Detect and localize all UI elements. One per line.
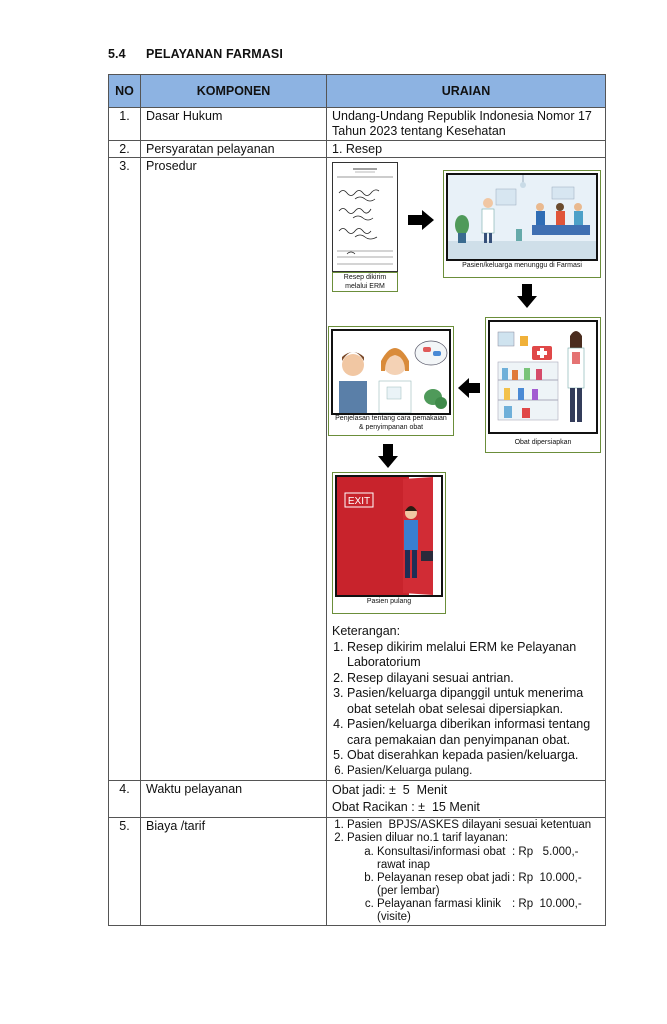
- consultation-icon: [333, 331, 451, 413]
- list-item: 5. Obat diserahkan kepada pasien/keluarga.: [347, 748, 600, 764]
- row-komponen: Waktu pelayanan: [141, 781, 327, 818]
- list-item: 1. Resep dikirim melalui ERM ke Pelayanan Laboratorium: [347, 640, 600, 671]
- row-no: 4.: [109, 781, 141, 818]
- fee-item: [377, 846, 600, 872]
- keterangan-block: [332, 624, 600, 779]
- waiting-room-icon: [448, 175, 598, 259]
- header-komponen: KOMPONEN: [141, 75, 327, 108]
- prosedur-cell: [327, 158, 606, 781]
- keterangan-title: Keterangan:: [332, 624, 401, 638]
- fee-name: b. Pelayanan resep obat jadi (per lembar): [377, 872, 510, 897]
- waktu-obat-racikan: Obat Racikan : ± 15 Menit: [332, 800, 480, 814]
- caption-penjelasan: Penjelasan tentang cara pemakaian & penyimpanan obat: [335, 415, 447, 431]
- row-komponen: Prosedur: [141, 158, 327, 781]
- list-item: 2. Resep dilayani sesuai antrian.: [347, 671, 600, 687]
- flow-card-penjelasan: [328, 326, 454, 436]
- flow-card-obat: [485, 317, 601, 453]
- row-komponen: Persyaratan pelayanan: [141, 141, 327, 158]
- fee-item: [377, 898, 600, 924]
- caption-obat: Obat dipersiapkan: [514, 439, 572, 446]
- exit-sign-text: EXIT: [347, 496, 371, 507]
- header-no: NO: [109, 75, 141, 108]
- row-uraian: 1. Resep: [327, 141, 606, 158]
- biaya-item-label: Pasien diluar no.1 tarif layanan:: [347, 832, 509, 844]
- row-komponen: Dasar Hukum: [141, 108, 327, 141]
- fee-list: [347, 846, 600, 924]
- table-header-row: [109, 75, 606, 108]
- table-row: [109, 158, 606, 781]
- exit-door-icon: [337, 477, 443, 595]
- fee-item: [377, 872, 600, 898]
- section-heading: [108, 47, 283, 61]
- header-uraian: URAIAN: [327, 75, 606, 108]
- caption-resep: Resep dikirim melalui ERM: [332, 272, 398, 292]
- keterangan-list: [332, 640, 600, 780]
- row-no: 3.: [109, 158, 141, 781]
- row-no: 5.: [109, 818, 141, 926]
- table-row: [109, 141, 606, 158]
- row-no: 1.: [109, 108, 141, 141]
- fee-price: : Rp 5.000,-: [512, 846, 579, 858]
- procedure-flowchart: [332, 162, 602, 622]
- prescription-image: [332, 162, 398, 272]
- arrow-down-icon: [378, 444, 398, 468]
- fee-price: : Rp 10.000,-: [512, 898, 582, 910]
- flow-card-pulang: [332, 472, 446, 614]
- section-title: PELAYANAN FARMASI: [146, 47, 283, 61]
- waiting-room-image: [446, 173, 598, 261]
- prescription-icon: [333, 163, 397, 271]
- flow-card-resep: [332, 162, 398, 290]
- table-row: [109, 781, 606, 818]
- biaya-list: [332, 819, 600, 924]
- section-number: 5.4: [108, 47, 126, 61]
- biaya-cell: [327, 818, 606, 926]
- waktu-cell: [327, 781, 606, 818]
- pharmacy-image: [488, 320, 598, 434]
- flow-card-menunggu: [443, 170, 601, 278]
- fee-price: : Rp 10.000,-: [512, 872, 582, 884]
- table-row: [109, 818, 606, 926]
- exit-image: [335, 475, 443, 597]
- arrow-right-icon: [408, 210, 434, 230]
- caption-menunggu: Pasien/keluarga menunggu di Farmasi: [462, 262, 582, 269]
- explanation-image: [331, 329, 451, 415]
- row-uraian: Undang-Undang Republik Indonesia Nomor 17 Tahun 2023 tentang Kesehatan: [327, 108, 606, 141]
- list-item: 4. Pasien/keluarga diberikan informasi tentang cara pemakaian dan penyimpanan obat.: [347, 717, 600, 748]
- list-item: 1. Pasien BPJS/ASKES dilayani sesuai ketentuan: [347, 819, 600, 832]
- service-table: [108, 74, 606, 926]
- list-item: 3. Pasien/keluarga dipanggil untuk menerima obat setelah obat selesai dipersiapkan.: [347, 686, 600, 717]
- fee-name: a. Konsultasi/informasi obat rawat inap: [377, 846, 506, 871]
- biaya-block: [332, 819, 600, 924]
- table-row: [109, 108, 606, 141]
- list-item: 6. Pasien/Keluarga pulang.: [347, 764, 600, 780]
- waktu-obat-jadi: Obat jadi: ± 5 Menit: [332, 783, 448, 797]
- row-komponen: Biaya /tarif: [141, 818, 327, 926]
- arrow-down-icon: [517, 284, 537, 308]
- row-no: 2.: [109, 141, 141, 158]
- caption-pulang: Pasien pulang: [366, 598, 412, 605]
- list-item: [347, 832, 600, 924]
- pharmacist-icon: [490, 322, 598, 432]
- arrow-left-icon: [458, 378, 480, 398]
- fee-name: c. Pelayanan farmasi klinik (visite): [377, 898, 502, 923]
